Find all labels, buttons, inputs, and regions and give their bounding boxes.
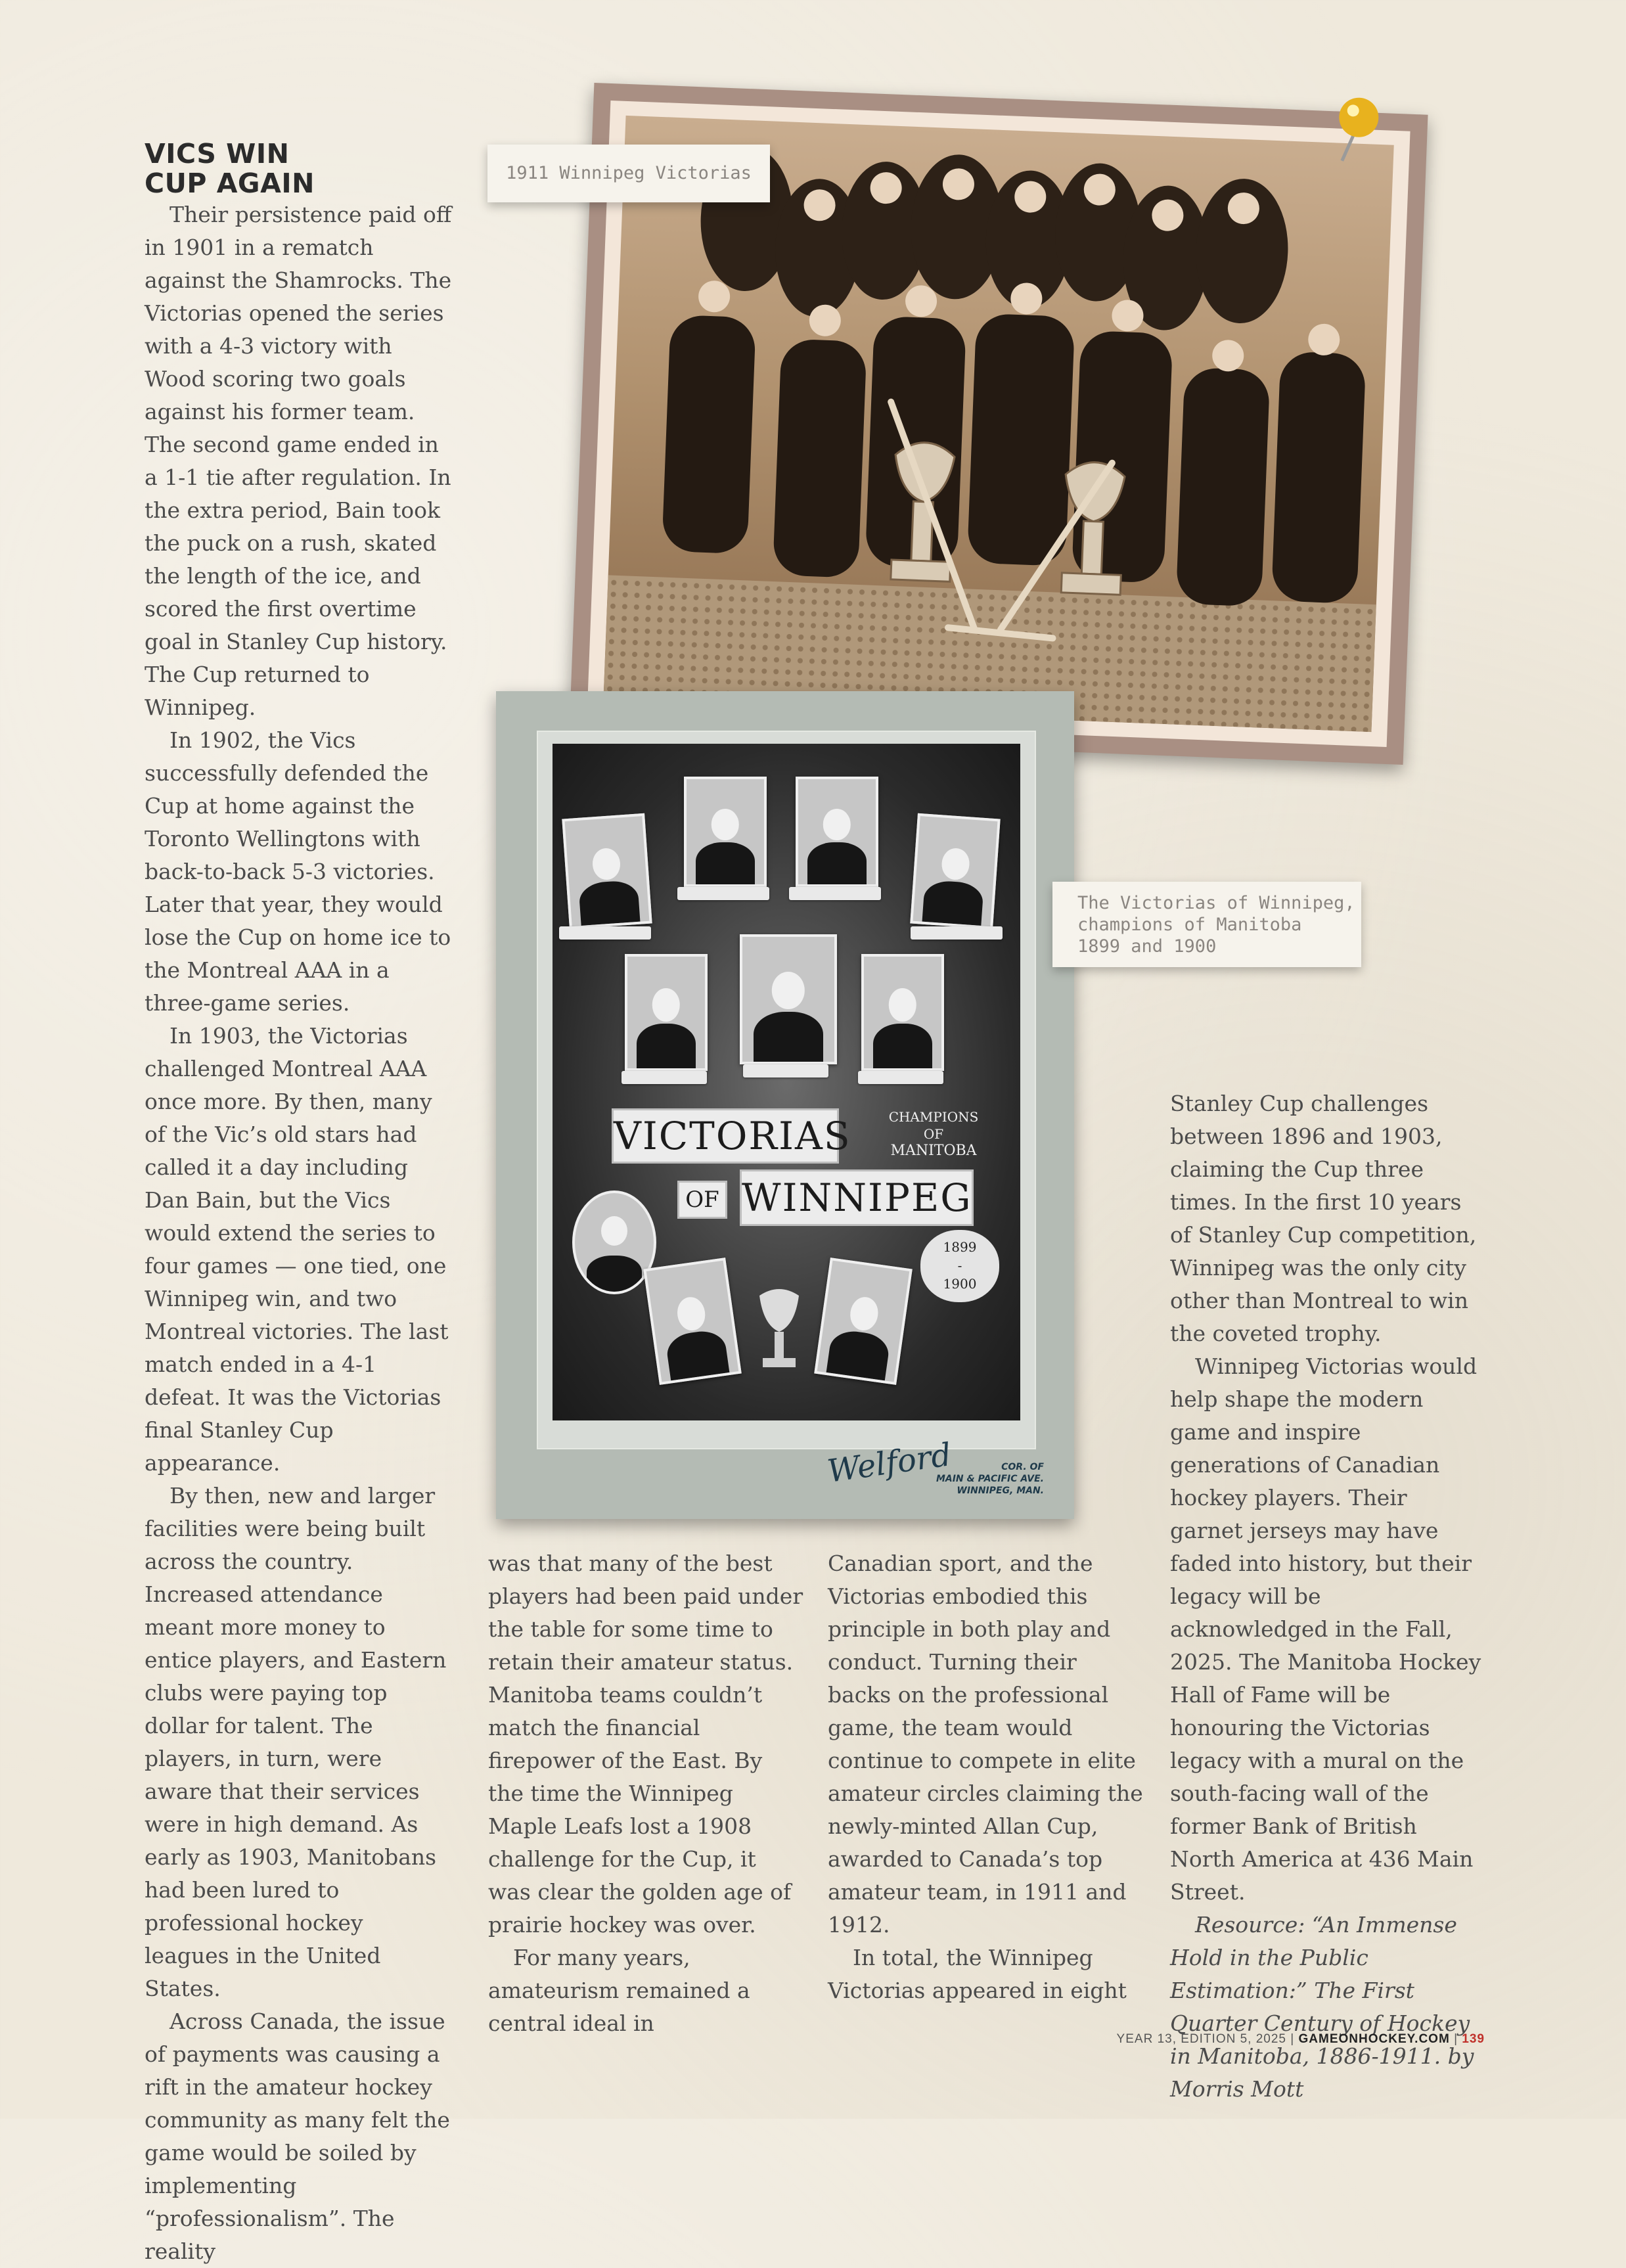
paragraph: In 1902, the Vics successfully defended the Cup at home against the Toronto Wellingtons with back-to-back 5-3 victories. Later that year, they would lose the Cup on home ice to the Montreal AAA in a three-game series.: [145, 727, 451, 1016]
name-banner: [858, 1071, 943, 1084]
name-banner: [559, 926, 651, 940]
victorias-composite-photo: [496, 691, 1074, 1519]
name-banner: [743, 1064, 828, 1077]
player-portrait: [910, 813, 1000, 929]
headline-line-1: VICS WIN: [145, 138, 290, 170]
paragraph: Stanley Cup challenges between 1896 and 1903, claiming the Cup three times. In the first 10 years of Stanley Cup competition, Winnipeg was the only city other than Montreal to win the coveted trophy.: [1170, 1091, 1477, 1346]
article-column-4: [1170, 1087, 1485, 2106]
paragraph: Canadian sport, and the Victorias embodied this principle in both play and conduct. Turning their backs on the professional game, the team would continue to compete in elite amateur circles claiming the newly-minted Allan Cup, awarded to Canada’s top amateur team, in 1911 and 1912.: [828, 1551, 1143, 1938]
year-text: 1900: [943, 1276, 977, 1292]
paragraph: Their persistence paid off in 1901 in a rematch against the Shamrocks. The Victorias opened the series with a 4-3 victory with Wood scoring two goals against his former team. The second game ended in a 1-1 tie after regulation. In the extra period, Bain took the puck on a rush, skated the length of the ice, and scored the first overtime goal in Stanley Cup history. The Cup returned to Winnipeg.: [145, 202, 452, 720]
year-text: -: [957, 1258, 962, 1273]
player-portrait: [796, 777, 878, 887]
caption-text: 1911 Winnipeg Victorias: [506, 163, 752, 183]
title-text: WINNIPEG: [742, 1175, 972, 1220]
paragraph: was that many of the best players had been paid under the table for some time to retain their amateur status. Manitoba teams couldn’t match the financial firepower of the East. By the time the Winnipeg Maple Leafs lost a 1908 challenge for the Cup, it was clear the golden age of prairie hockey was over.: [488, 1551, 803, 1938]
composite-title-victorias: [612, 1108, 851, 1164]
address-line: COR. OF: [1001, 1462, 1044, 1472]
player-portrait: [562, 813, 652, 929]
page-number: 139: [1462, 2032, 1485, 2046]
player-portrait: [684, 777, 767, 887]
team-photo-illustration: [603, 116, 1393, 732]
year-text: 1899: [943, 1239, 977, 1255]
paragraph: For many years, amateurism remained a central ideal in: [488, 1945, 750, 2036]
name-banner: [621, 1071, 707, 1084]
studio-address: [932, 1461, 1044, 1497]
edition-info: YEAR 13, EDITION 5, 2025: [1116, 2032, 1286, 2046]
footer-separator: |: [1454, 2032, 1458, 2046]
photo-mount: [537, 731, 1044, 1496]
champions-line: MANITOBA: [890, 1143, 977, 1159]
page-footer: [1117, 2032, 1485, 2047]
paragraph: Winnipeg Victorias would help shape the modern game and inspire generations of Canadian hockey players. Their garnet jerseys may have faded into history, but their legacy will be acknowledged in the Fall, 2025. The Manitoba Hockey Hall of Fame will be honouring the Victorias legacy with a mural on the south-facing wall of the former Bank of British North America at 436 Main Street.: [1170, 1353, 1481, 1905]
player-portrait: [814, 1258, 913, 1385]
photo-caption-1911: [487, 145, 770, 202]
paragraph: In 1903, the Victorias challenged Montreal AAA once more. By then, many of the Vic’s old stars had called it a day including Dan Bain, but the Vics would extend the series to four games — one tied, one Winnipeg win, and two Montreal victories. The last match ended in a 4-1 defeat. It was the Victorias final Stanley Cup appearance.: [145, 1023, 449, 1476]
team-photo-image: [603, 116, 1393, 732]
paragraph: By then, new and larger facilities were being built across the country. Increased attendance meant more money to entice players, and Eastern clubs were paying top dollar for talent. The players, in turn, were aware that their services were in high demand. As early as 1903, Manitobans had been lured to professional hockey leagues in the United States.: [145, 1483, 447, 2001]
signature-text: Welford: [825, 1436, 954, 1490]
caption-line: champions of Manitoba: [1077, 915, 1302, 935]
years-badge: [920, 1230, 999, 1302]
pushpin-icon: [1327, 91, 1389, 172]
player-portrait: [643, 1258, 742, 1385]
paragraph: In total, the Winnipeg Victorias appeared in eight: [828, 1945, 1127, 2003]
name-banner: [789, 887, 881, 900]
address-line: MAIN & PACIFIC AVE.: [936, 1474, 1044, 1484]
name-banner: [911, 926, 1003, 940]
player-portrait: [740, 934, 837, 1064]
article-column-1: [145, 198, 453, 2268]
player-portrait: [861, 954, 944, 1071]
composite-print: [553, 744, 1020, 1420]
champions-label: [861, 1108, 1006, 1160]
article-column-3: [828, 1547, 1143, 2007]
champions-line: CHAMPIONS: [888, 1109, 979, 1125]
composite-title-of: [677, 1181, 727, 1219]
manager-portrait: [572, 1191, 656, 1294]
caption-line: The Victorias of Winnipeg,: [1077, 893, 1355, 913]
title-text: VICTORIAS: [614, 1114, 851, 1158]
caption-line: 1899 and 1900: [1077, 936, 1217, 957]
name-banner: [677, 887, 769, 900]
paragraph: Across Canada, the issue of payments was causing a rift in the amateur hockey community as many felt the game would be soiled by implementing “professionalism”. The reality: [145, 2008, 450, 2264]
player-portrait: [625, 954, 708, 1071]
website-link[interactable]: GAMEONHOCKEY.COM: [1298, 2032, 1450, 2046]
champions-line: OF: [923, 1126, 944, 1142]
trophy-icon: [750, 1282, 809, 1374]
photo-caption-victorias: [1052, 882, 1361, 967]
address-line: WINNIPEG, MAN.: [957, 1486, 1044, 1496]
footer-separator: |: [1290, 2032, 1295, 2046]
composite-title-winnipeg: [740, 1169, 974, 1226]
article-column-2: [488, 1547, 803, 2040]
resource-citation: Resource: “An Immense Hold in the Public Estimation:” The First Quarter Century of Hockey in Manitoba, 1886-1911. by Morris Mott: [1170, 1912, 1474, 2102]
title-text: OF: [685, 1187, 719, 1213]
article-headline: [145, 139, 420, 198]
headline-line-2: CUP AGAIN: [145, 168, 315, 199]
